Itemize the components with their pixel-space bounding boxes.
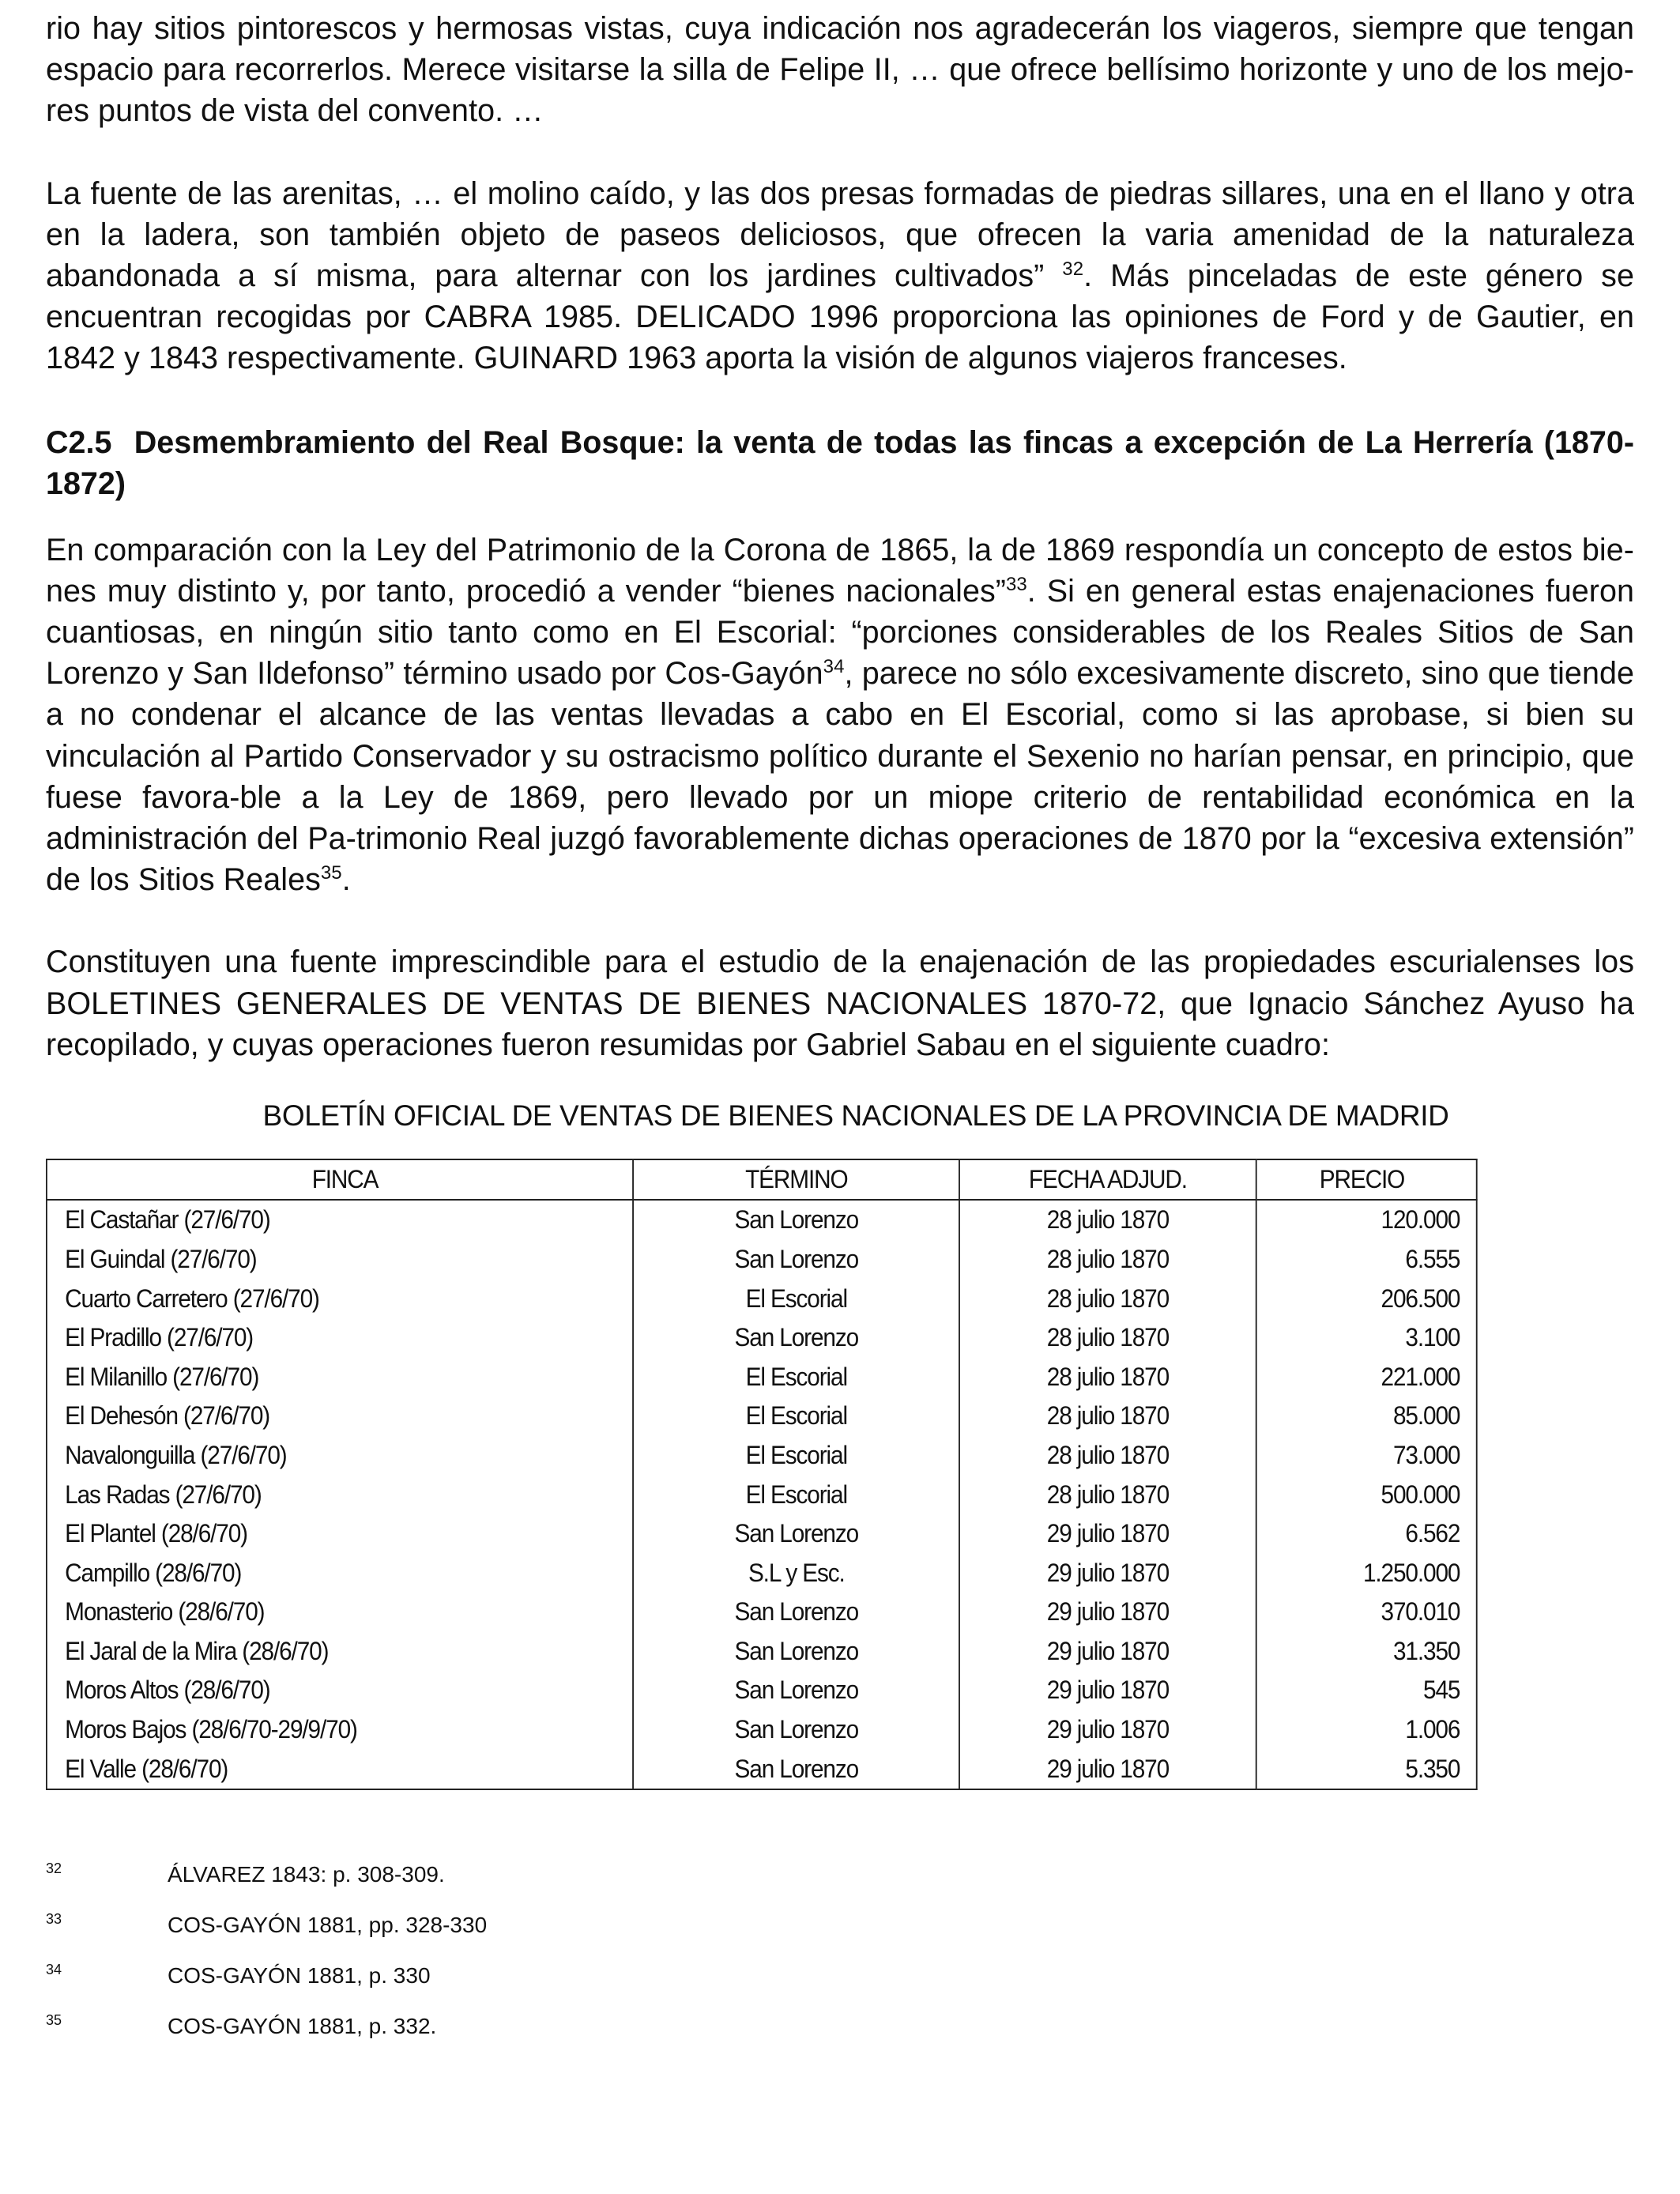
table-row	[47, 1318, 1477, 1358]
cell-precio: 1.006	[1256, 1710, 1476, 1750]
cell-fecha: 29 julio 1870	[959, 1514, 1256, 1554]
table-row	[47, 1749, 1477, 1789]
cell-precio: 85.000	[1256, 1397, 1476, 1436]
cell-finca: El Milanillo (27/6/70)	[47, 1357, 633, 1397]
paragraph-text: En comparación con la Ley del Patrimonio de la Corona de 1865, la de 1869 respondía un concepto de estos bie-nes muy distinto y, por tanto, procedió a vender “bienes nacionales”	[46, 532, 1634, 609]
cell-fecha: 29 julio 1870	[959, 1710, 1256, 1750]
cell-fecha: 29 julio 1870	[959, 1632, 1256, 1672]
cell-termino: El Escorial	[633, 1436, 959, 1476]
cell-fecha: 28 julio 1870	[959, 1475, 1256, 1514]
cell-termino: El Escorial	[633, 1357, 959, 1397]
footnote-text: ÁLVAREZ 1843: p. 308-309.	[168, 1862, 445, 1887]
cell-fecha: 29 julio 1870	[959, 1593, 1256, 1632]
paragraph-fuente-arenitas	[46, 173, 1634, 379]
column-header-termino: TÉRMINO	[633, 1159, 959, 1200]
table-row	[47, 1671, 1477, 1710]
section-title: Desmembramiento del Real Bosque: la venta de todas las fincas a excepción de La Herrería (1870-1872)	[46, 424, 1634, 501]
cell-finca: Cuarto Carretero (27/6/70)	[47, 1279, 633, 1318]
footnote-ref[interactable]: 33	[1005, 573, 1027, 595]
cell-termino: S.L y Esc.	[633, 1553, 959, 1593]
cell-precio: 1.250.000	[1256, 1553, 1476, 1593]
cell-precio: 73.000	[1256, 1436, 1476, 1476]
footnote-text: COS-GAYÓN 1881, pp. 328-330	[168, 1913, 488, 1937]
cell-termino: San Lorenzo	[633, 1749, 959, 1789]
paragraph-text: . Si en general estas enajenaciones fueron cuantiosas, en ningún sitio tanto como en El Escorial: “porciones considerables de los Reales Sitios de San Lorenzo y San Ildefonso” término usado por Cos-Gayón	[46, 573, 1634, 692]
cell-finca: El Plantel (28/6/70)	[47, 1514, 633, 1554]
cell-finca: El Castañar (27/6/70)	[47, 1200, 633, 1240]
cell-fecha: 28 julio 1870	[959, 1279, 1256, 1318]
cell-precio: 3.100	[1256, 1318, 1476, 1358]
footnote	[46, 1913, 1310, 1963]
cell-termino: San Lorenzo	[633, 1240, 959, 1280]
table-row	[47, 1514, 1477, 1554]
paragraph-text: , parece no sólo excesivamente discreto, sino que tiende a no condenar el alcance de las ventas llevadas a cabo en El Escorial, como si las aprobase, si bien su vinculación al Partido Conservador y su ostracismo político durante el Sexenio no harían pensar, en principio, que fuese favora-ble a la Ley de 1869, pero llevado por un miope criterio de rentabilidad económica en la administración del Pa-trimonio Real juzgó favorablemente dichas operaciones de 1870 por la “excesiva extensión” de los Sitios Reales	[46, 656, 1634, 898]
footnote	[46, 1862, 1310, 1913]
document-page	[46, 8, 1634, 1790]
cell-precio: 206.500	[1256, 1279, 1476, 1318]
footnote-number: 34	[46, 1962, 62, 1977]
section-number: C2.5	[46, 424, 112, 460]
cell-precio: 6.555	[1256, 1240, 1476, 1280]
cell-finca: El Dehesón (27/6/70)	[47, 1397, 633, 1436]
cell-precio: 5.350	[1256, 1749, 1476, 1789]
cell-finca: El Guindal (27/6/70)	[47, 1240, 633, 1280]
footnote-number: 33	[46, 1911, 62, 1927]
cell-precio: 31.350	[1256, 1632, 1476, 1672]
table-header-row	[47, 1159, 1477, 1200]
cell-termino: San Lorenzo	[633, 1200, 959, 1240]
cell-finca: El Jaral de la Mira (28/6/70)	[47, 1632, 633, 1672]
cell-finca: El Valle (28/6/70)	[47, 1749, 633, 1789]
table-row	[47, 1593, 1477, 1632]
cell-precio: 545	[1256, 1671, 1476, 1710]
footnote-text: COS-GAYÓN 1881, p. 332.	[168, 2014, 437, 2038]
paragraph-boletines: Constituyen una fuente imprescindible para el estudio de la enajenación de las propiedades escurialenses los BOLETINES GENERALES DE VENTAS DE BIENES NACIONALES 1870-72, que Ignacio Sánchez Ayuso ha recopilado, y cuyas operaciones fueron resumidas por Gabriel Sabau en el siguiente cuadro:	[46, 944, 1634, 1062]
sales-table	[46, 1159, 1478, 1790]
cell-termino: San Lorenzo	[633, 1671, 959, 1710]
table-row	[47, 1475, 1477, 1514]
cell-fecha: 28 julio 1870	[959, 1318, 1256, 1358]
column-header-precio: PRECIO	[1256, 1159, 1476, 1200]
cell-fecha: 28 julio 1870	[959, 1240, 1256, 1280]
cell-precio: 370.010	[1256, 1593, 1476, 1632]
cell-finca: Moros Altos (28/6/70)	[47, 1671, 633, 1710]
cell-termino: El Escorial	[633, 1475, 959, 1514]
cell-termino: El Escorial	[633, 1397, 959, 1436]
cell-termino: El Escorial	[633, 1279, 959, 1318]
footnote-number: 35	[46, 2012, 62, 2028]
cell-termino: San Lorenzo	[633, 1593, 959, 1632]
paragraph-ley-patrimonio	[46, 530, 1634, 901]
table-row	[47, 1553, 1477, 1593]
cell-fecha: 29 julio 1870	[959, 1749, 1256, 1789]
footnotes	[46, 1862, 1310, 2064]
paragraph-quote-end: rio hay sitios pintorescos y hermosas vistas, cuya indicación nos agradecerán los viageros, siempre que tengan espacio para recorrerlos. Merece visitarse la silla de Felipe II, … que ofrece bellísimo horizonte y uno de los mejo-res puntos de vista del convento. …	[46, 11, 1634, 129]
paragraph-text: La fuente de las arenitas, … el molino caído, y las dos presas formadas de piedras sillares, una en el llano y otra en la ladera, son también objeto de paseos deliciosos, que ofrecen la varia amenidad de la naturaleza abandonada a sí misma, para alternar con los jardines cultivados”	[46, 175, 1634, 294]
cell-finca: Monasterio (28/6/70)	[47, 1593, 633, 1632]
cell-fecha: 29 julio 1870	[959, 1671, 1256, 1710]
cell-termino: San Lorenzo	[633, 1710, 959, 1750]
footnote-text: COS-GAYÓN 1881, p. 330	[168, 1963, 431, 1988]
column-header-finca: FINCA	[47, 1159, 633, 1200]
cell-termino: San Lorenzo	[633, 1318, 959, 1358]
cell-termino: San Lorenzo	[633, 1632, 959, 1672]
table-row	[47, 1632, 1477, 1672]
footnote-ref[interactable]: 32	[1062, 258, 1084, 281]
cell-fecha: 29 julio 1870	[959, 1553, 1256, 1593]
footnote	[46, 1963, 1310, 2014]
table-row	[47, 1436, 1477, 1476]
table-title: BOLETÍN OFICIAL DE VENTAS DE BIENES NACIONALES DE LA PROVINCIA DE MADRID	[262, 1099, 1449, 1133]
cell-finca: Moros Bajos (28/6/70-29/9/70)	[47, 1710, 633, 1750]
footnote-ref[interactable]: 34	[823, 656, 845, 678]
paragraph-text: .	[341, 862, 351, 898]
column-header-fecha: FECHA ADJUD.	[959, 1159, 1256, 1200]
footnote	[46, 2014, 1310, 2064]
table-row	[47, 1357, 1477, 1397]
cell-fecha: 28 julio 1870	[959, 1200, 1256, 1240]
table-row	[47, 1240, 1477, 1280]
footnote-ref[interactable]: 35	[320, 862, 342, 884]
cell-precio: 500.000	[1256, 1475, 1476, 1514]
paragraph-text: . Más pinceladas de este género se encuentran recogidas por CABRA 1985. DELICADO 1996 proporciona las opiniones de Ford y de Gautier, en 1842 y 1843 respectivamente. GUINARD 1963 aporta la visión de algunos viajeros franceses.	[46, 258, 1634, 376]
cell-finca: Campillo (28/6/70)	[47, 1553, 633, 1593]
section-heading	[46, 422, 1634, 504]
footnote-number: 32	[46, 1860, 62, 1876]
cell-fecha: 28 julio 1870	[959, 1397, 1256, 1436]
cell-precio: 6.562	[1256, 1514, 1476, 1554]
table-row	[47, 1279, 1477, 1318]
cell-precio: 221.000	[1256, 1357, 1476, 1397]
cell-finca: Las Radas (27/6/70)	[47, 1475, 633, 1514]
table-body	[47, 1200, 1477, 1789]
cell-fecha: 28 julio 1870	[959, 1436, 1256, 1476]
table-row	[47, 1200, 1477, 1240]
cell-finca: El Pradillo (27/6/70)	[47, 1318, 633, 1358]
table-row	[47, 1710, 1477, 1750]
cell-termino: San Lorenzo	[633, 1514, 959, 1554]
cell-finca: Navalonguilla (27/6/70)	[47, 1436, 633, 1476]
table-row	[47, 1397, 1477, 1436]
cell-fecha: 28 julio 1870	[959, 1357, 1256, 1397]
cell-precio: 120.000	[1256, 1200, 1476, 1240]
